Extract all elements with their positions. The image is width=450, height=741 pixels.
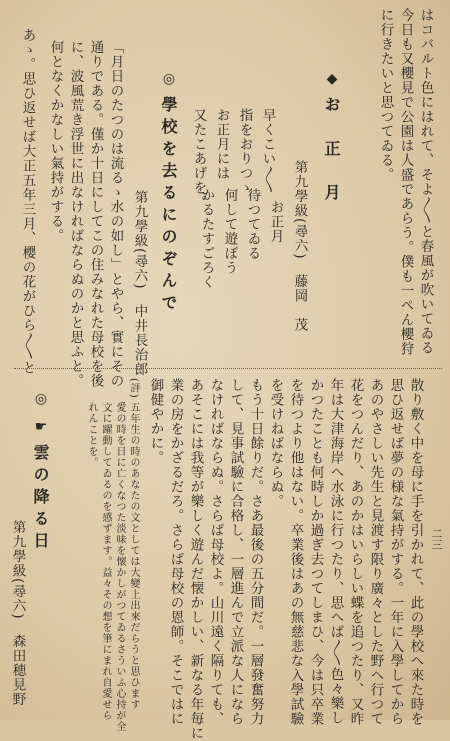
poem-line: 指をおりつゝ: [236, 108, 253, 195]
body-text: に行きたいと思つてゐる。: [377, 8, 394, 182]
body-text: を受けねばならぬ。: [267, 378, 284, 509]
body-text: 通りである。僅か十日にしてこの住みなれた母校を後: [87, 40, 104, 388]
page-number: 二三: [430, 528, 443, 550]
note-text: 文に躍動してゐるのを感ずます。益々その想を筆にまれ自愛せら: [100, 402, 111, 721]
body-text: あそこには我等が樂しく遊んだ懐かしい、新なる年毎に: [187, 378, 204, 741]
body-text: 今日も又櫻見で公園は人盛であらう。僕も一ぺん櫻狩: [397, 8, 414, 356]
body-text: 思ひ返せば夢の様な氣持がする。一年に入學してから: [387, 378, 404, 726]
poem-line: お正月: [267, 200, 284, 244]
poem-line: 何して遊ぼう: [221, 188, 238, 275]
body-text: に、波風荒き浮世に出なければならぬのかと思ふと。: [67, 40, 84, 388]
body-text: 散り敷く中を母に手を引かれて、此の學校へ來た時を: [407, 378, 424, 726]
note-text: 五年生の時のあなたの文としては大變上出來だらうと思ひます: [128, 402, 139, 710]
poem-line: 早くこい〳〵: [259, 108, 276, 194]
poem-line: 又たこあげを。: [190, 108, 207, 210]
diamond-icon: ◆: [326, 71, 338, 87]
note-text: 愛の時を日に亡くなつた淡味を懐かしがつてゐるさういふ心持が全: [114, 402, 125, 732]
spiral-mark-icon: ◎: [34, 391, 48, 407]
body-text: 御健やかに。: [147, 378, 164, 465]
body-text: を待つより他はない。卒業後はあの無慈悲な入學試驗: [287, 378, 304, 726]
body-text: 年は大津海岸へ水泳に行つたり、思へば〳〵色々樂し: [327, 378, 344, 725]
body-text: 業の房をかざるだろ。さらば母校の恩師。そこではに: [167, 378, 184, 726]
body-text: かつたことも何時しか過ぎ去つてしまひ、今は只卒業: [307, 378, 324, 726]
body-text: あのやさしい先生と見渡す限り廣々とした野へ行つて: [367, 378, 384, 726]
body-text: 花をつんだり、あのかはいらしい蝶を追つたり、又昨: [347, 378, 364, 726]
section-divider: [14, 368, 442, 369]
body-text: して、見事試驗に合格し、一層進んで立派な人になら: [227, 378, 244, 726]
author-line: 第九學級(尋六) 中井長治郎: [131, 190, 148, 377]
note-text: れんことを。: [86, 402, 97, 468]
poem-title: 雲の降る日: [31, 444, 50, 554]
essay-title: 學校を去るにのぞんで: [159, 96, 178, 316]
note-label: (評): [128, 378, 139, 399]
poem-line: かるたすごろく: [198, 188, 215, 290]
body-text: なければならぬ。さらば母校よ。山川遠く隔りても、: [207, 378, 224, 726]
body-text: あゝ。思ひ返せば大正五年三月、櫻の花がひら〳〵と: [19, 28, 36, 375]
body-text: 「月日のたつのは流るゝ水の如し」とやら、實にその: [107, 40, 124, 388]
author-line: 第九學級(尋六) 森田穂見野: [9, 520, 26, 707]
poem-line: お正月には: [213, 108, 230, 181]
poem-title: お 正 月: [322, 96, 341, 206]
pointing-hand-icon: ☛: [34, 419, 48, 435]
body-text: 何となくかなしい氣持がする。: [47, 40, 64, 243]
author-line: 第九學級(尋六) 藤岡 茂: [291, 160, 308, 333]
circle-mark-icon: ◎: [162, 71, 176, 87]
poem-line: 待つてゐる: [244, 188, 261, 261]
body-text: もう十日餘りだ。さあ最後の五分間だ。一層發奮努力: [247, 378, 264, 726]
body-text: はコバルト色にはれて、そよ〳〵と春風が吹いてゐる: [417, 8, 434, 355]
